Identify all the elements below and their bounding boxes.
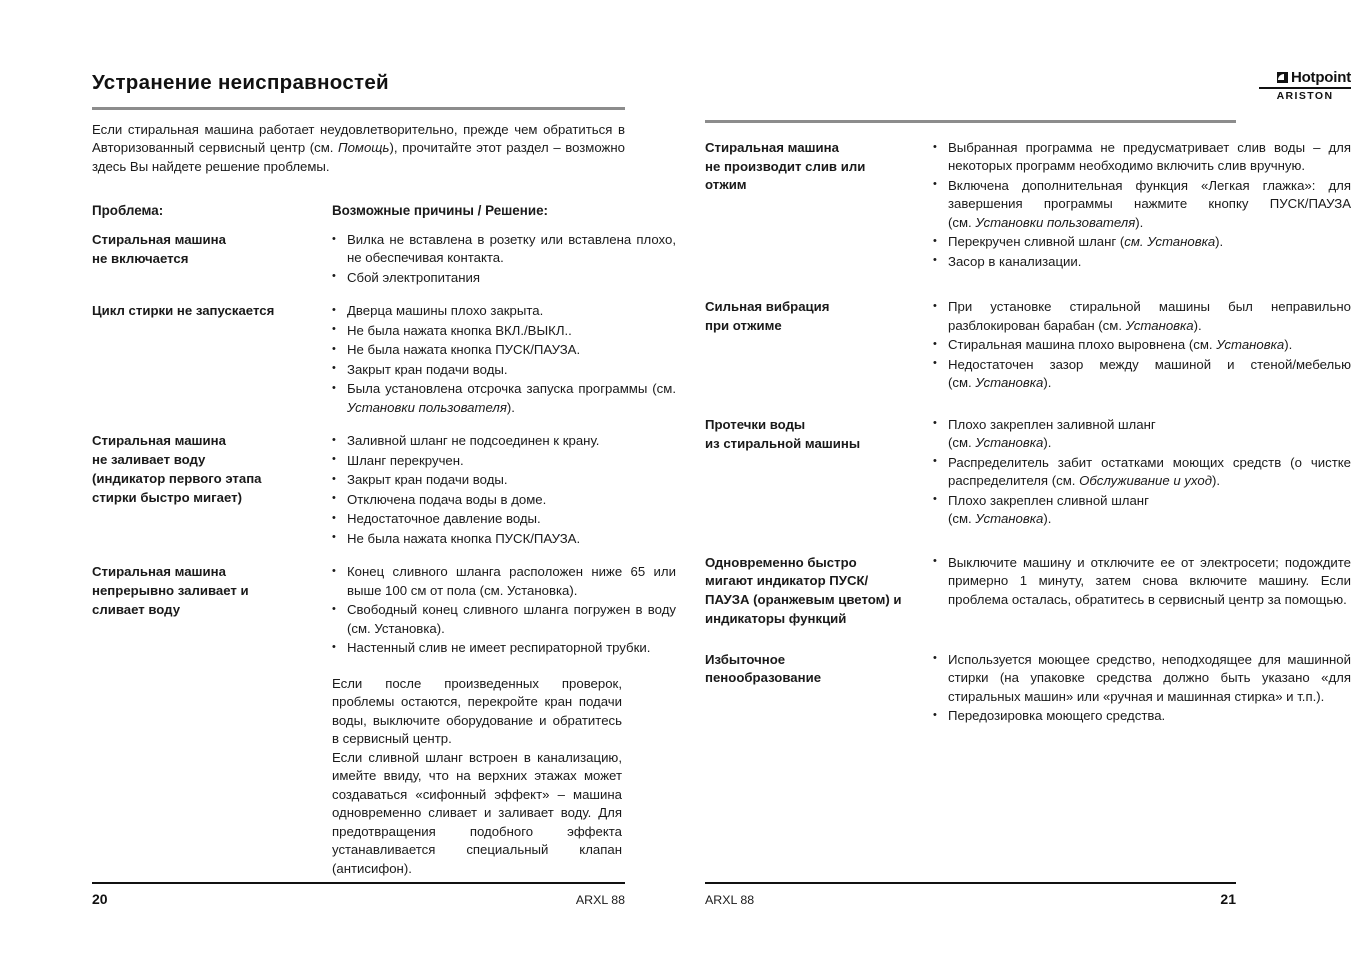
cause-text: При установке стиральной машины был неправильно разблокирован барабан (см. [948,299,1351,333]
cause-italic-ref: Установка [975,375,1044,391]
causes-list [933,554,1351,609]
closing-paragraph-1: Если после произведенных проверок, проблемы остаются, перекройте кран подачи воды, выключите оборудование и обратитесь в сервисный центр. [332,675,622,747]
problem-line: из стиральной машины [705,435,861,451]
cause-item [933,336,1351,354]
problem-line: не включается [92,250,189,266]
problem-line: при отжиме [705,318,782,334]
cause-item: • Сбой электропитания [332,269,676,287]
problem-label [705,651,933,688]
problem-row [92,563,676,658]
page-right [676,0,1351,954]
cause-italic-ref: Установки пользователя [347,399,507,415]
problem-line: Стиральная машина [705,140,839,155]
cause-item: • Свободный конец сливного шланга погружен в воду (см. Установка). [332,601,676,638]
cause-item: • Конец сливного шланга расположен ниже 65 или выше 100 см от пола (см. Установка). [332,563,676,600]
cause-item: • Закрыт кран подачи воды. [332,471,676,489]
causes-list-wrap [933,554,1351,610]
problem-line: Одновременно быстро [705,554,857,570]
right-header-spacer [705,0,1351,108]
right-problem-rows [705,139,1351,727]
column-headers [92,202,676,220]
causes-list [332,231,676,287]
page-title: Устранение неисправностей [92,71,389,94]
sub-brand-name: ARISTON [1276,89,1334,102]
causes-list-wrap [332,432,676,549]
cause-text-tail: ). [1193,317,1202,333]
cause-text-tail: ). [1043,435,1052,451]
model-label: ARXL 88 [575,893,625,907]
cause-item [933,356,1351,393]
causes-list-wrap [933,139,1351,272]
cause-italic-ref: Установки пользователя [975,214,1136,230]
cause-item: • Используется моющее средство, неподходящее для машинной стирки (на упаковке средства должно быть указано «для стиральных машин» или «ручная и машинная стирка» и т.п.). [933,651,1351,706]
cause-item: • Выбранная программа не предусматривает слив воды – для некоторых программ необходимо включить слив вручную. [933,139,1351,176]
footer-right [705,882,1236,908]
problem-line: непрерывно заливает и [92,583,249,598]
cause-item [332,380,676,417]
cause-text: Плохо закреплен сливной шланг (см. [948,492,1149,527]
problem-row [705,139,1351,272]
right-top-divider [705,120,1236,123]
causes-list-wrap [332,302,676,418]
footer-left [92,882,625,908]
problem-line: мигают индикатор ПУСК/ [705,573,869,589]
causes-list [332,563,676,657]
problem-line: индикаторы функций [705,610,847,626]
page-number: 21 [1220,891,1236,907]
cause-item [933,177,1351,232]
problem-line: (индикатор первого этапа [92,470,262,486]
problem-line: ПАУЗА (оранжевым цветом) и [705,592,902,608]
intro-paragraph [92,121,625,176]
problem-line: не производит слив или [705,158,866,174]
title-divider [92,107,625,110]
problem-line: Стиральная машина [92,564,226,580]
cause-item: • Закрыт кран подачи воды. [332,361,676,379]
cause-text-tail: ). [1212,473,1221,489]
cause-text-tail: ). [1215,234,1224,250]
causes-list-wrap [933,298,1351,393]
problem-label [92,432,332,507]
cause-text: Включена дополнительная функция «Легкая глажка»: для завершения программы нажмите кнопку ПУСК/ПАУЗА (см. [948,177,1351,230]
cause-item: • Отключена подача воды в доме. [332,491,676,509]
hotpoint-mark-icon [1277,72,1288,83]
causes-list-wrap [332,231,676,288]
cause-item: • Выключите машину и отключите ее от электросети; подождите примерно 1 минуту, затем снова включите машину. Если проблема осталась, обратитесь в сервисный центр за помощью. [933,554,1351,609]
problem-line: Протечки воды [705,416,806,432]
causes-list-wrap [933,416,1351,530]
causes-list [933,416,1351,529]
problem-line: Сильная вибрация [705,299,830,315]
brand-logo [1259,70,1351,102]
cause-text-tail: ). [506,399,515,415]
problem-label [92,563,332,619]
page-number: 20 [92,891,108,907]
cause-item [933,454,1351,491]
problem-line: отжим [705,177,747,193]
cause-item [933,492,1351,529]
problem-label [705,554,933,629]
problem-row [705,554,1351,629]
problem-line: Избыточное [705,651,786,667]
model-label: ARXL 88 [705,893,755,907]
problem-label [92,231,332,268]
cause-item: • Недостаточное давление воды. [332,510,676,528]
causes-list [933,651,1351,726]
causes-list [933,298,1351,392]
logo-divider [1259,87,1351,89]
cause-text-tail: ). [1043,511,1052,527]
cause-item: • Заливной шланг не подсоединен к крану. [332,432,676,450]
cause-italic-ref: Установка [1125,317,1194,333]
causes-list [933,139,1351,271]
cause-text: Стиральная машина плохо выровнена (см. [948,337,1217,353]
cause-text: Перекручен сливной шланг ( [948,234,1125,250]
problem-label [705,416,933,453]
cause-item: • Дверца машины плохо закрыта. [332,302,676,320]
intro-italic-help: Помощь [338,140,390,156]
cause-item: • Не была нажата кнопка ВКЛ./ВЫКЛ.. [332,322,676,340]
cause-item [933,298,1351,335]
cause-text: Распределитель забит остатками моющих средств (о чистке распределителя (см. [948,454,1351,489]
problem-row [92,231,676,288]
problem-label [705,139,933,195]
footer-divider [705,882,1236,885]
intro-text-part1: Если стиральная машина работает неудовлетворительно, прежде чем обратиться в Авторизованный сервисный центр (см. [92,121,625,156]
cause-item [933,416,1351,453]
causes-list [332,302,676,417]
cause-item: • Засор в канализации. [933,253,1351,271]
column-header-causes: Возможные причины / Решение: [332,203,548,218]
cause-item: • Настенный слив не имеет респираторной трубки. [332,639,676,657]
closing-paragraph-2: Если сливной шланг встроен в канализацию, имейте ввиду, что на верхних этажах может создаваться «сифонный эффект» – машина одновременно сливает и заливает воду. Для предотвращения подобного эффекта устанавливается специальный клапан (антисифон). [332,749,622,876]
problem-line: Стиральная машина [92,433,226,449]
problem-row [705,416,1351,530]
cause-text-tail: ). [1284,337,1293,353]
problem-row [705,651,1351,727]
left-problem-rows [92,231,676,659]
problem-line: пенообразование [705,670,822,686]
cause-text-tail: ). [1135,214,1144,230]
causes-list-wrap [933,651,1351,727]
cause-italic-ref: Установка [975,511,1044,527]
cause-italic-ref: Установка [975,435,1044,451]
cause-italic-ref: Установка [1216,337,1285,353]
problem-line: Стиральная машина [92,232,226,247]
cause-item: • Не была нажата кнопка ПУСК/ПАУЗА. [332,341,676,359]
footer-divider [92,882,625,885]
problem-line: стирки быстро мигает) [92,489,243,505]
problem-line: сливает воду [92,601,181,617]
closing-note [332,675,622,878]
cause-item: • Передозировка моющего средства. [933,707,1351,725]
cause-text: Плохо закреплен заливной шланг (см. [948,416,1156,451]
intro-text-part2: ), прочитайте этот раздел – возможно здесь Вы найдете решение проблемы. [92,140,626,174]
cause-text-tail: ). [1043,375,1052,391]
problem-row [92,432,676,549]
cause-text: Недостаточен зазор между машиной и стеной/мебелью (см. [948,356,1351,391]
causes-list-wrap [332,563,676,658]
problem-line: Цикл стирки не запускается [92,303,275,319]
problem-line: не заливает воду [92,452,206,468]
problem-label [92,302,332,321]
problem-row [705,298,1351,393]
brand-name: Hotpoint [1290,69,1351,86]
column-header-problem: Проблема: [92,203,164,218]
cause-italic-ref: Обслуживание и уход [1079,473,1212,489]
cause-italic-ref: см. Установка [1124,234,1216,250]
causes-list [332,432,676,548]
problem-label [705,298,933,335]
cause-text: Была установлена отсрочка запуска программы (см. [347,381,676,397]
cause-item: • Не была нажата кнопка ПУСК/ПАУЗА. [332,530,676,548]
problem-row [92,302,676,418]
cause-item: • Шланг перекручен. [332,452,676,470]
cause-item [933,233,1351,251]
cause-item: • Вилка не вставлена в розетку или вставлена плохо, не обеспечивая контакта. [332,231,676,268]
